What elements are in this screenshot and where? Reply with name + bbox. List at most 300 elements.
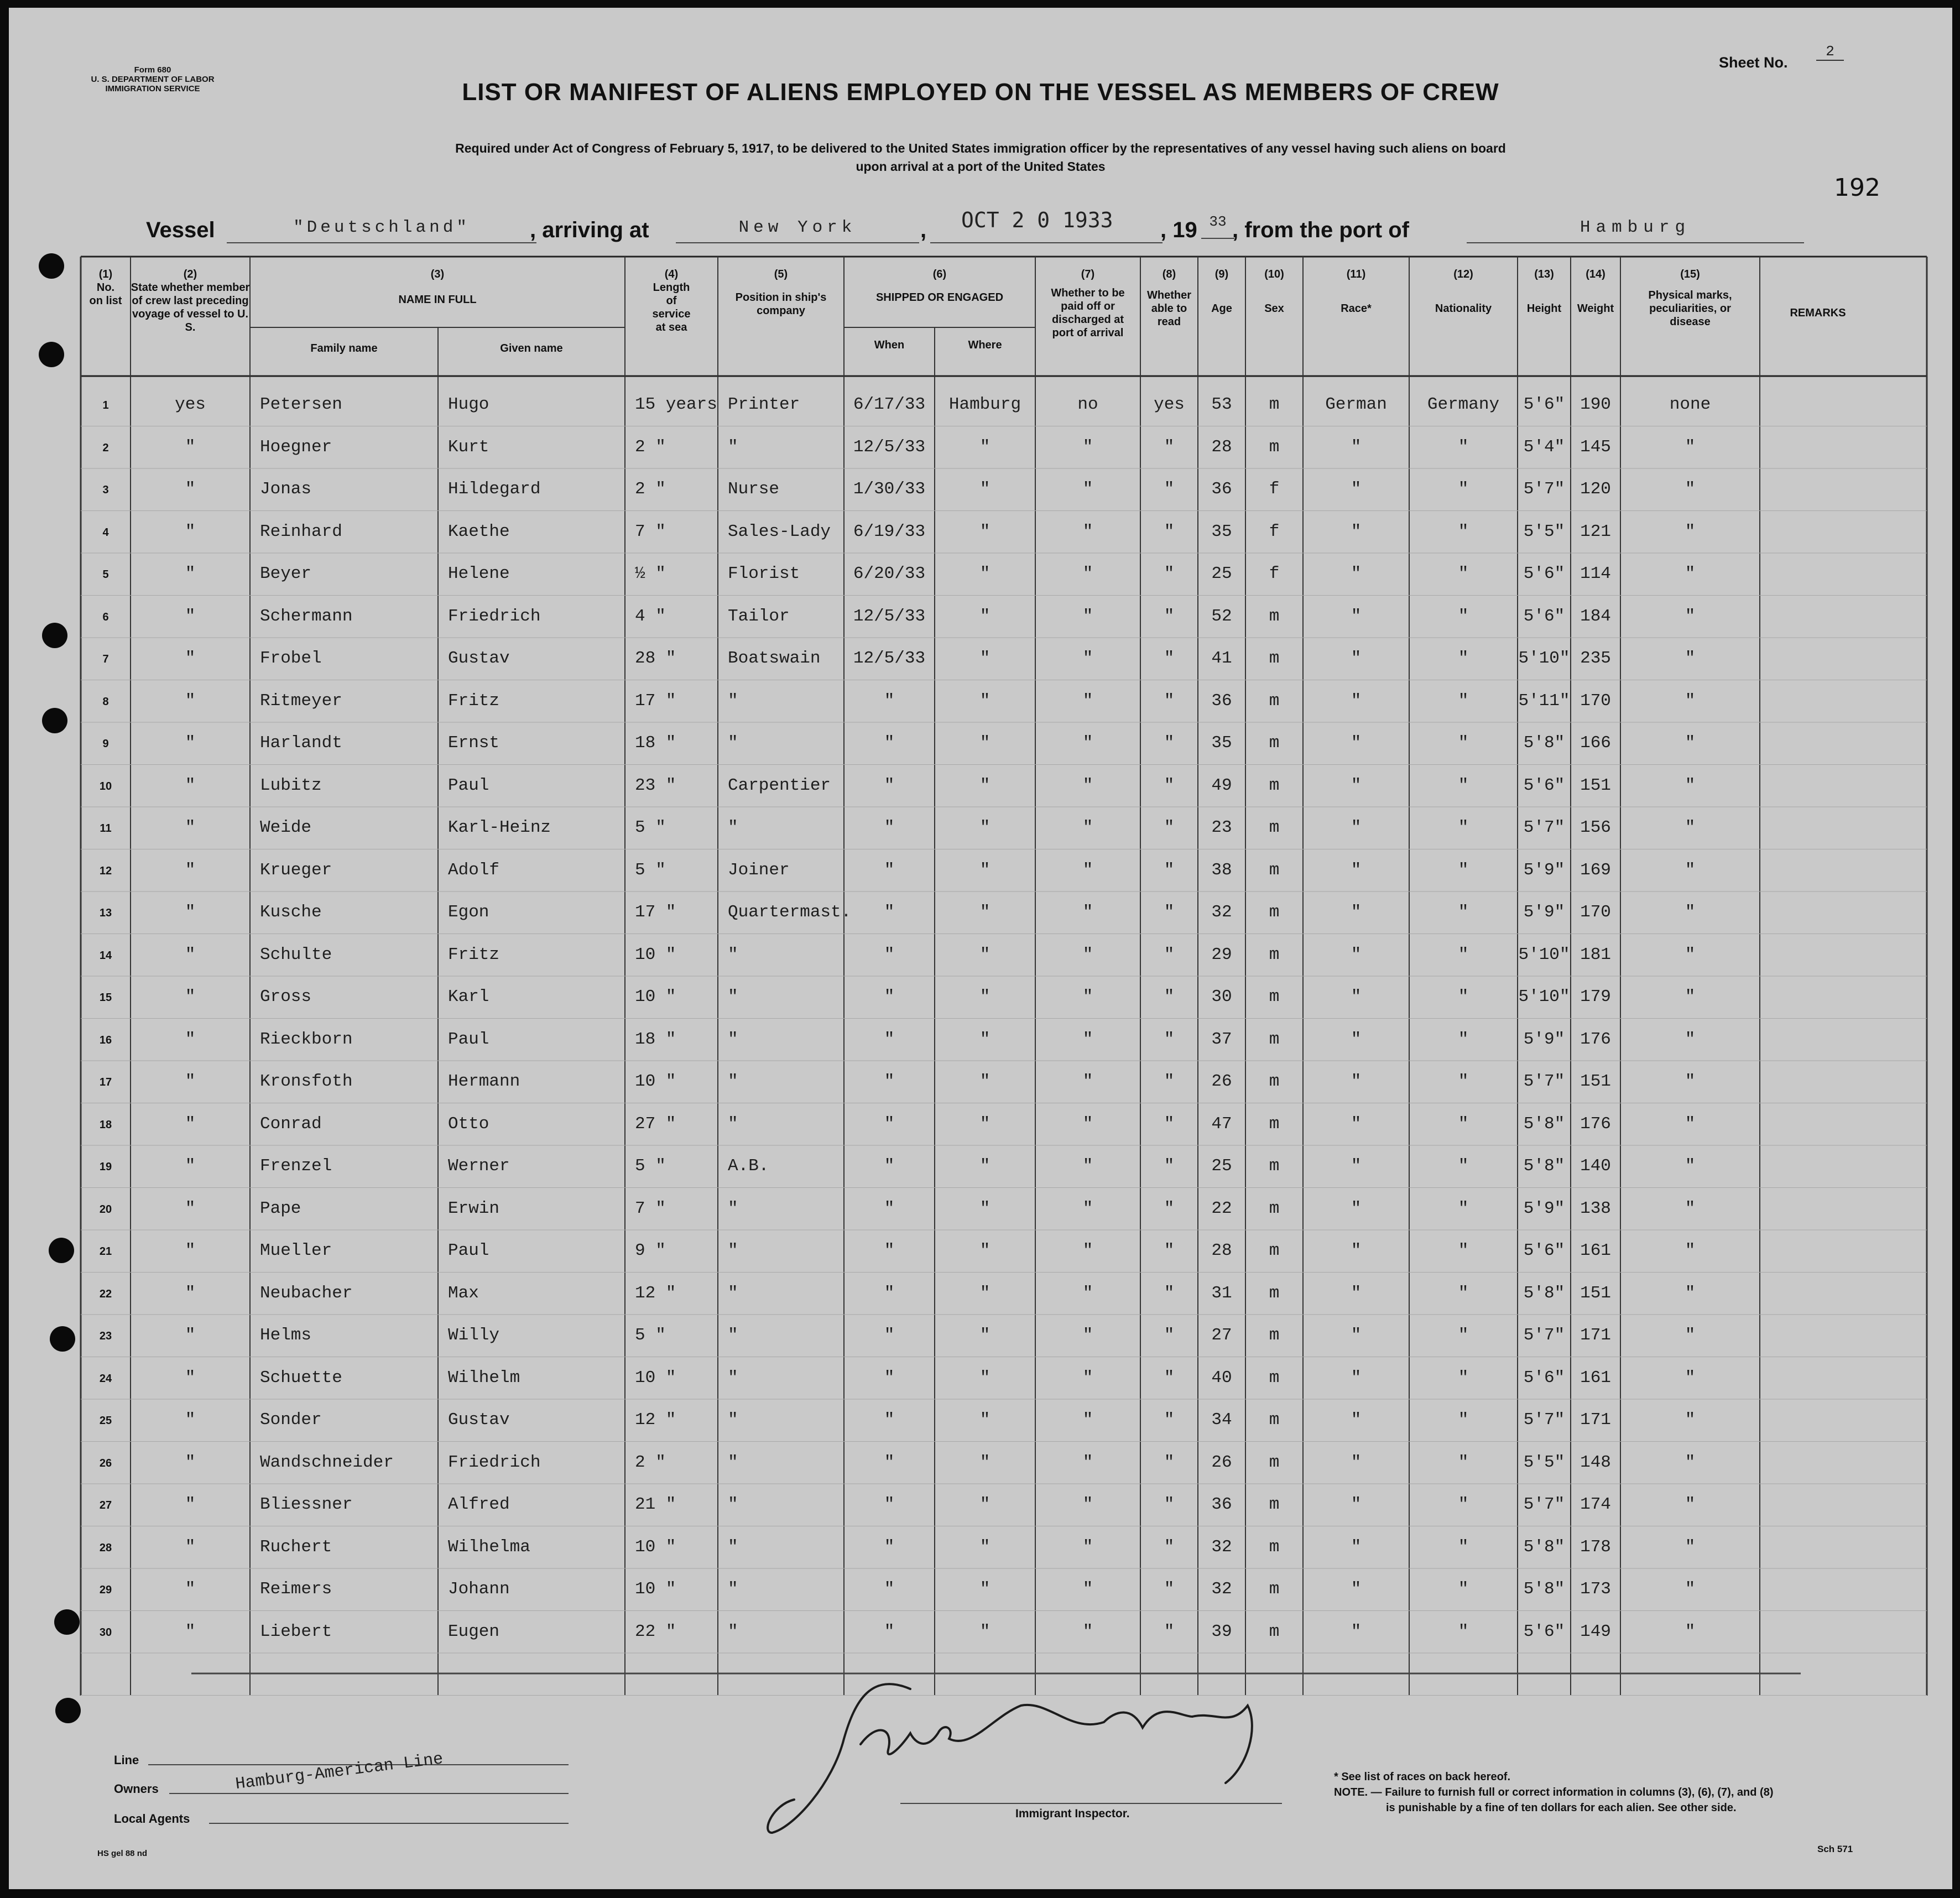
row-number: 20: [99, 1203, 112, 1216]
cell-race: ": [1351, 1156, 1362, 1176]
cell-family: Ruchert: [260, 1537, 332, 1557]
cell-where: ": [979, 606, 991, 626]
cell-nationality: ": [1458, 1198, 1469, 1218]
cell-when: ": [884, 1621, 895, 1641]
cell-read: ": [1164, 522, 1175, 541]
cell-position: ": [728, 987, 738, 1007]
cell-age: 47: [1211, 1114, 1232, 1134]
row-number: 15: [99, 992, 112, 1004]
cell-paid: ": [1082, 437, 1093, 457]
cell-family: Frenzel: [260, 1156, 332, 1176]
cell-position: ": [728, 1029, 738, 1049]
cell-age: 36: [1211, 479, 1232, 499]
cell-where: Hamburg: [948, 395, 1021, 414]
cell-age: 31: [1211, 1283, 1232, 1303]
cell-prev: ": [185, 1114, 196, 1134]
col11-number: (11): [1346, 268, 1366, 280]
cell-prev: ": [185, 522, 196, 541]
cell-race: ": [1351, 987, 1362, 1007]
cell-nationality: ": [1458, 1579, 1469, 1599]
cell-height: 5'10": [1518, 649, 1570, 668]
cell-read: ": [1164, 1241, 1175, 1260]
cell-sex: m: [1269, 1537, 1280, 1557]
col11-title: Race*: [1341, 303, 1372, 315]
cell-sex: f: [1269, 479, 1280, 499]
punch-hole: [39, 253, 64, 279]
col9-header: [1198, 268, 1245, 315]
cell-weight: 169: [1580, 860, 1611, 880]
cell-position: ": [728, 1114, 738, 1134]
cell-given: Otto: [448, 1114, 489, 1134]
cell-position: Printer: [728, 395, 800, 414]
cell-when: ": [884, 1114, 895, 1134]
row-number: 12: [99, 864, 112, 877]
cell-position: ": [728, 1326, 738, 1345]
cell-given: Hildegard: [448, 479, 541, 499]
cell-age: 38: [1211, 860, 1232, 880]
cell-service: 21 ": [635, 1495, 676, 1514]
cell-read: ": [1164, 1537, 1175, 1557]
col2-header: [131, 268, 250, 334]
cell-prev: ": [185, 606, 196, 626]
cell-age: 27: [1211, 1326, 1232, 1345]
cell-weight: 151: [1580, 1283, 1611, 1303]
col10-header: [1245, 268, 1303, 315]
cell-weight: 151: [1580, 1072, 1611, 1091]
cell-height: 5'7": [1523, 818, 1565, 837]
owners-field: [169, 1793, 569, 1794]
cell-when: 6/20/33: [853, 564, 926, 583]
cell-when: ": [884, 1029, 895, 1049]
cell-where: ": [979, 1283, 991, 1303]
cell-nationality: ": [1458, 1156, 1469, 1176]
cell-read: ": [1164, 1621, 1175, 1641]
cell-family: Hoegner: [260, 437, 332, 457]
cell-race: ": [1351, 1579, 1362, 1599]
cell-height: 5'8": [1523, 1579, 1565, 1599]
cell-race: ": [1351, 1495, 1362, 1514]
cell-given: Kurt: [448, 437, 489, 457]
col15-title: Physical marks, peculiarities, or disease: [1648, 289, 1732, 328]
col14-title: Weight: [1577, 303, 1614, 315]
cell-marks: ": [1685, 1241, 1696, 1260]
cell-family: Krueger: [260, 860, 332, 880]
cell-nationality: ": [1458, 1368, 1469, 1388]
from-port-field: Hamburg: [1467, 218, 1804, 243]
cell-sex: m: [1269, 733, 1280, 753]
cell-service: 7 ": [635, 1198, 666, 1218]
cell-prev: ": [185, 1029, 196, 1049]
cell-where: ": [979, 522, 991, 541]
cell-prev: ": [185, 437, 196, 457]
cell-nationality: ": [1458, 564, 1469, 583]
cell-race: ": [1351, 606, 1362, 626]
cell-race: ": [1351, 1368, 1362, 1388]
cell-position: ": [728, 1241, 738, 1260]
cell-given: Max: [448, 1283, 479, 1303]
cell-read: ": [1164, 945, 1175, 964]
cell-paid: ": [1082, 691, 1093, 711]
cell-height: 5'8": [1523, 1537, 1565, 1557]
cell-paid: no: [1077, 395, 1098, 414]
cell-position: Joiner: [728, 860, 790, 880]
cell-prev: ": [185, 945, 196, 964]
cell-nationality: ": [1458, 1537, 1469, 1557]
cell-when: ": [884, 1452, 895, 1472]
cell-given: Paul: [448, 1029, 489, 1049]
punch-hole: [42, 708, 67, 733]
cell-family: Neubacher: [260, 1283, 353, 1303]
cell-where: ": [979, 1621, 991, 1641]
cell-marks: ": [1685, 1156, 1696, 1176]
cell-marks: ": [1685, 945, 1696, 964]
row-number: 23: [99, 1330, 112, 1342]
date-stamp: OCT 2 0 1933: [961, 208, 1113, 232]
col7-number: (7): [1081, 268, 1095, 280]
col4-title: Length of service at sea: [652, 281, 691, 333]
cell-when: ": [884, 1495, 895, 1514]
cell-position: Nurse: [728, 479, 780, 499]
cell-marks: ": [1685, 1114, 1696, 1134]
cell-position: ": [728, 1452, 738, 1472]
cell-sex: m: [1269, 1198, 1280, 1218]
cell-service: 10 ": [635, 1579, 676, 1599]
cell-age: 37: [1211, 1029, 1232, 1049]
col3-header: [250, 268, 625, 306]
cell-sex: m: [1269, 1368, 1280, 1388]
cell-read: ": [1164, 1156, 1175, 1176]
cell-position: Quartermast.: [728, 903, 852, 922]
cell-nationality: ": [1458, 1029, 1469, 1049]
cell-height: 5'7": [1523, 1072, 1565, 1091]
cell-service: 23 ": [635, 775, 676, 795]
cell-prev: ": [185, 1072, 196, 1091]
vessel-name-field: "Deutschland": [227, 218, 536, 243]
cell-service: 22 ": [635, 1621, 676, 1641]
cell-paid: ": [1082, 903, 1093, 922]
cell-height: 5'8": [1523, 1114, 1565, 1134]
cell-weight: 179: [1580, 987, 1611, 1007]
cell-family: Gross: [260, 987, 312, 1007]
cell-weight: 145: [1580, 437, 1611, 457]
cell-height: 5'6": [1523, 606, 1565, 626]
cell-given: Fritz: [448, 691, 500, 711]
col2-number: (2): [183, 268, 197, 280]
col6-number: (6): [932, 268, 947, 280]
sheet-number-label: Sheet No.: [1719, 54, 1788, 71]
cell-service: 27 ": [635, 1114, 676, 1134]
cell-nationality: ": [1458, 522, 1469, 541]
col3b-title: Given name: [500, 342, 563, 354]
cell-height: 5'10": [1518, 945, 1570, 964]
cell-where: ": [979, 945, 991, 964]
cell-where: ": [979, 987, 991, 1007]
cell-position: ": [728, 818, 738, 837]
cell-read: ": [1164, 1029, 1175, 1049]
cell-given: Wilhelm: [448, 1368, 520, 1388]
cell-where: ": [979, 649, 991, 668]
cell-height: 5'8": [1523, 733, 1565, 753]
cell-read: yes: [1154, 395, 1185, 414]
cell-family: Schulte: [260, 945, 332, 964]
cell-position: ": [728, 437, 738, 457]
year-suffix: 33: [1201, 213, 1234, 239]
cell-given: Karl-Heinz: [448, 818, 551, 837]
cell-sex: m: [1269, 818, 1280, 837]
col8-number: (8): [1162, 268, 1176, 280]
cell-race: ": [1351, 860, 1362, 880]
cell-age: 36: [1211, 691, 1232, 711]
row-number: 14: [99, 949, 112, 962]
cell-position: Boatswain: [728, 649, 821, 668]
cell-where: ": [979, 1326, 991, 1345]
cell-paid: ": [1082, 1029, 1093, 1049]
cell-nationality: ": [1458, 1283, 1469, 1303]
cell-race: ": [1351, 1114, 1362, 1134]
cell-age: 28: [1211, 437, 1232, 457]
cell-when: ": [884, 1326, 895, 1345]
cell-age: 22: [1211, 1198, 1232, 1218]
cell-family: Harlandt: [260, 733, 342, 753]
col15-number: (15): [1680, 268, 1700, 280]
form-number: Form 680: [134, 65, 171, 75]
cell-race: ": [1351, 691, 1362, 711]
cell-prev: ": [185, 1537, 196, 1557]
cell-family: Jonas: [260, 479, 312, 499]
cell-weight: 166: [1580, 733, 1611, 753]
cell-paid: ": [1082, 1114, 1093, 1134]
cell-position: ": [728, 945, 738, 964]
subtitle-line-1: Required under Act of Congress of February 5, 1917, to be delivered to the United States immigration officer by the representatives of any vessel having such aliens on board: [455, 141, 1506, 155]
cell-service: 2 ": [635, 1452, 666, 1472]
cell-weight: 190: [1580, 395, 1611, 414]
cell-where: ": [979, 1410, 991, 1430]
cell-age: 35: [1211, 522, 1232, 541]
cell-height: 5'6": [1523, 395, 1565, 414]
cell-age: 32: [1211, 1537, 1232, 1557]
sheet-number-value: 2: [1816, 43, 1844, 61]
cell-marks: ": [1685, 1029, 1696, 1049]
cell-given: Friedrich: [448, 606, 541, 626]
cell-family: Liebert: [260, 1621, 332, 1641]
cell-age: 23: [1211, 818, 1232, 837]
row-number: 5: [102, 569, 109, 581]
cell-nationality: ": [1458, 606, 1469, 626]
cell-prev: yes: [175, 395, 206, 414]
row-number: 22: [99, 1287, 112, 1300]
cell-prev: ": [185, 691, 196, 711]
cell-read: ": [1164, 1579, 1175, 1599]
cell-read: ": [1164, 903, 1175, 922]
cell-race: ": [1351, 1029, 1362, 1049]
cell-where: ": [979, 1241, 991, 1260]
cell-when: 6/17/33: [853, 395, 926, 414]
cell-when: ": [884, 691, 895, 711]
cell-service: 15 years: [635, 395, 717, 414]
cell-race: German: [1325, 395, 1387, 414]
cell-where: ": [979, 1579, 991, 1599]
cell-age: 32: [1211, 903, 1232, 922]
cell-age: 53: [1211, 395, 1232, 414]
row-number: 7: [102, 653, 109, 665]
cell-sex: m: [1269, 775, 1280, 795]
row-number: 28: [99, 1541, 112, 1554]
cell-race: ": [1351, 1326, 1362, 1345]
cell-where: ": [979, 775, 991, 795]
cell-where: ": [979, 1072, 991, 1091]
note-line-2: is punishable by a fine of ten dollars for each alien. See other side.: [1386, 1802, 1737, 1814]
col6a-title: When: [874, 339, 905, 351]
col4-header: [625, 268, 718, 334]
cell-nationality: ": [1458, 860, 1469, 880]
cell-race: ": [1351, 733, 1362, 753]
cell-height: 5'6": [1523, 564, 1565, 583]
col13-number: (13): [1534, 268, 1554, 280]
cell-when: 12/5/33: [853, 606, 926, 626]
cell-prev: ": [185, 903, 196, 922]
cell-paid: ": [1082, 775, 1093, 795]
cell-position: Sales-Lady: [728, 522, 831, 541]
cell-where: ": [979, 860, 991, 880]
col9-number: (9): [1214, 268, 1229, 280]
vessel-label: Vessel: [146, 218, 215, 242]
cell-when: ": [884, 1198, 895, 1218]
cell-age: 32: [1211, 1579, 1232, 1599]
cell-given: Paul: [448, 1241, 489, 1260]
cell-paid: ": [1082, 1326, 1093, 1345]
row-number: 6: [102, 611, 109, 623]
cell-age: 25: [1211, 1156, 1232, 1176]
cell-paid: ": [1082, 818, 1093, 837]
row-number: 9: [102, 738, 109, 750]
col14-header: [1571, 268, 1620, 315]
cell-weight: 151: [1580, 775, 1611, 795]
col7-header: [1035, 268, 1140, 340]
cell-race: ": [1351, 522, 1362, 541]
punch-hole: [50, 1326, 75, 1352]
cell-given: Adolf: [448, 860, 500, 880]
cell-service: 10 ": [635, 1368, 676, 1388]
cell-sex: m: [1269, 1072, 1280, 1091]
cell-position: A.B.: [728, 1156, 769, 1176]
cell-nationality: ": [1458, 691, 1469, 711]
cell-paid: ": [1082, 1410, 1093, 1430]
cell-given: Eugen: [448, 1621, 500, 1641]
cell-when: ": [884, 1156, 895, 1176]
print-code: HS gel 88 nd: [97, 1849, 148, 1858]
cell-age: 36: [1211, 1495, 1232, 1514]
row-number: 4: [102, 526, 109, 539]
cell-read: ": [1164, 987, 1175, 1007]
row-number: 18: [99, 1118, 112, 1131]
cell-read: ": [1164, 775, 1175, 795]
cell-where: ": [979, 1029, 991, 1049]
row-number: 2: [102, 441, 109, 454]
cell-read: ": [1164, 1452, 1175, 1472]
cell-read: ": [1164, 1283, 1175, 1303]
cell-when: ": [884, 1283, 895, 1303]
cell-read: ": [1164, 1114, 1175, 1134]
cell-age: 41: [1211, 649, 1232, 668]
cell-height: 5'7": [1523, 479, 1565, 499]
cell-marks: ": [1685, 775, 1696, 795]
cell-race: ": [1351, 945, 1362, 964]
cell-weight: 114: [1580, 564, 1611, 583]
cell-height: 5'11": [1518, 691, 1570, 711]
cell-age: 40: [1211, 1368, 1232, 1388]
cell-given: Egon: [448, 903, 489, 922]
cell-family: Bliessner: [260, 1495, 353, 1514]
cell-marks: ": [1685, 1537, 1696, 1557]
cell-height: 5'7": [1523, 1410, 1565, 1430]
cell-marks: none: [1669, 395, 1711, 414]
cell-given: Alfred: [448, 1495, 510, 1514]
cell-family: Kusche: [260, 903, 322, 922]
cell-nationality: ": [1458, 1241, 1469, 1260]
cell-where: ": [979, 691, 991, 711]
cell-race: ": [1351, 1621, 1362, 1641]
cell-nationality: ": [1458, 437, 1469, 457]
cell-service: 5 ": [635, 818, 666, 837]
cell-position: Tailor: [728, 606, 790, 626]
cell-position: Carpentier: [728, 775, 831, 795]
cell-prev: ": [185, 1368, 196, 1388]
cell-service: 18 ": [635, 733, 676, 753]
cell-paid: ": [1082, 1241, 1093, 1260]
cell-family: Kronsfoth: [260, 1072, 353, 1091]
cell-family: Lubitz: [260, 775, 322, 795]
cell-prev: ": [185, 1495, 196, 1514]
cell-nationality: ": [1458, 649, 1469, 668]
cell-service: 12 ": [635, 1283, 676, 1303]
cell-sex: m: [1269, 1326, 1280, 1345]
cell-marks: ": [1685, 903, 1696, 922]
cell-race: ": [1351, 564, 1362, 583]
cell-service: 7 ": [635, 522, 666, 541]
cell-weight: 121: [1580, 522, 1611, 541]
cell-weight: 176: [1580, 1114, 1611, 1134]
cell-given: Gustav: [448, 1410, 510, 1430]
cell-marks: ": [1685, 1410, 1696, 1430]
cell-nationality: ": [1458, 1621, 1469, 1641]
cell-read: ": [1164, 1410, 1175, 1430]
row-number: 10: [99, 780, 112, 792]
punch-hole: [49, 1238, 74, 1263]
cell-prev: ": [185, 1241, 196, 1260]
col10-title: Sex: [1264, 303, 1284, 315]
cell-read: ": [1164, 860, 1175, 880]
cell-read: ": [1164, 1072, 1175, 1091]
cell-family: Schuette: [260, 1368, 342, 1388]
cell-position: ": [728, 691, 738, 711]
cell-marks: ": [1685, 1198, 1696, 1218]
cell-when: ": [884, 1368, 895, 1388]
cell-nationality: Germany: [1427, 395, 1500, 414]
row-number: 29: [99, 1584, 112, 1596]
cell-service: 10 ": [635, 945, 676, 964]
row-number: 30: [99, 1626, 112, 1639]
cell-where: ": [979, 564, 991, 583]
cell-read: ": [1164, 564, 1175, 583]
cell-given: Gustav: [448, 649, 510, 668]
cell-height: 5'6": [1523, 1241, 1565, 1260]
cell-service: 28 ": [635, 649, 676, 668]
cell-paid: ": [1082, 606, 1093, 626]
row-number: 27: [99, 1499, 112, 1511]
cell-service: 17 ": [635, 903, 676, 922]
cell-given: Friedrich: [448, 1452, 541, 1472]
cell-race: ": [1351, 1241, 1362, 1260]
